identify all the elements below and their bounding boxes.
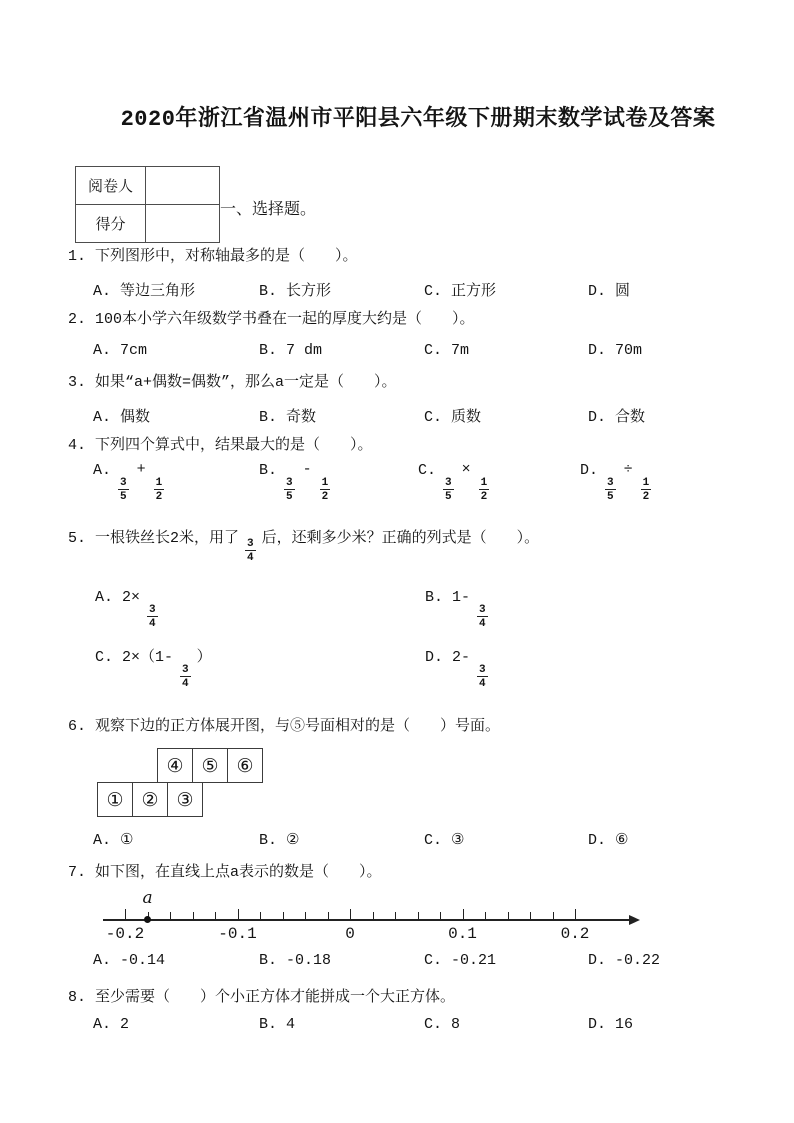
q1-option-c: C. 正方形 — [424, 283, 497, 300]
q2-option-d: D. 70m — [588, 342, 643, 359]
fraction-denominator: 5 — [445, 491, 452, 503]
option-label: B. — [259, 462, 278, 479]
q5-option-d — [425, 649, 488, 689]
q4-option-a — [93, 462, 164, 502]
question-5-options-row2 — [0, 649, 794, 697]
fraction — [284, 478, 295, 502]
q5-option-a — [95, 589, 158, 629]
fraction-denominator: 4 — [182, 678, 189, 690]
fraction — [477, 605, 488, 629]
fraction-denominator: 2 — [321, 491, 329, 503]
q6-option-d: D. ⑥ — [588, 832, 629, 849]
q5-option-c — [95, 649, 212, 689]
question-7-options — [0, 952, 794, 974]
number-line-tick — [373, 912, 374, 920]
question-4-text: 4. 下列四个算式中，结果最大的是（ ）。 — [68, 437, 373, 454]
number-line — [0, 880, 794, 955]
net-cell-1: ① — [97, 782, 133, 817]
fraction-denominator: 5 — [286, 491, 293, 503]
question-4-options — [0, 462, 794, 510]
q6-option-a: A. ① — [93, 832, 134, 849]
question-3-options — [0, 405, 794, 427]
q4-option-b — [259, 462, 330, 502]
fraction-numerator: 3 — [479, 664, 486, 676]
number-line-axis — [103, 919, 635, 921]
fraction — [154, 478, 165, 502]
number-line-tick — [238, 909, 239, 920]
question-8-text: 8. 至少需要（ ）个小正方体才能拼成一个大正方体。 — [68, 989, 456, 1006]
fraction — [245, 539, 256, 563]
q2-option-c: C. 7m — [424, 342, 470, 359]
number-line-tick — [553, 912, 554, 920]
number-line-tick — [485, 912, 486, 920]
q1-option-a: A. 等边三角形 — [93, 283, 196, 300]
q5-text-before: 5. 一根铁丝长2米，用了 — [68, 530, 240, 547]
q3-option-b: B. 奇数 — [259, 409, 317, 426]
q4-option-c — [418, 462, 489, 502]
number-line-point-label: a — [142, 888, 153, 908]
q6-option-b: B. ② — [259, 832, 300, 849]
closing-paren: ） — [196, 649, 212, 666]
net-cell-5: ⑤ — [192, 748, 228, 783]
fraction-denominator: 2 — [642, 491, 650, 503]
question-8-options — [0, 1016, 794, 1038]
fraction — [479, 478, 490, 502]
fraction — [118, 478, 129, 502]
fraction-denominator: 4 — [247, 552, 254, 564]
number-line-tick-label: 0 — [345, 925, 355, 943]
number-line-arrow-icon — [629, 915, 640, 925]
q7-option-c: C. -0.21 — [424, 952, 497, 969]
grader-blank-cell — [146, 167, 220, 205]
question-2-text: 2. 100本小学六年级数学书叠在一起的厚度大约是（ ）。 — [68, 311, 475, 328]
number-line-tick — [463, 909, 464, 920]
grader-row — [76, 167, 220, 205]
number-line-tick — [125, 909, 126, 920]
number-line-tick-label: 0.2 — [560, 925, 590, 943]
question-3-text: 3. 如果“a+偶数=偶数”，那么a一定是（ ）。 — [68, 374, 397, 391]
question-7-text: 7. 如下图，在直线上点a表示的数是（ ）。 — [68, 864, 382, 881]
fraction-numerator: 1 — [155, 477, 163, 489]
option-label: C. 2×（1- — [95, 649, 174, 666]
fraction-denominator: 5 — [607, 491, 614, 503]
q7-option-b: B. -0.18 — [259, 952, 332, 969]
option-label: D. — [580, 462, 599, 479]
fraction-numerator: 3 — [120, 477, 127, 489]
fraction — [180, 665, 191, 689]
q3-option-d: D. 合数 — [588, 409, 646, 426]
fraction-numerator: 1 — [321, 477, 329, 489]
fraction-numerator: 1 — [642, 477, 650, 489]
fraction-denominator: 4 — [479, 618, 486, 630]
fraction-denominator: 2 — [155, 491, 163, 503]
number-line-point — [144, 916, 151, 923]
q2-option-a: A. 7cm — [93, 342, 148, 359]
fraction — [147, 605, 158, 629]
fraction — [477, 665, 488, 689]
fraction-denominator: 2 — [480, 491, 488, 503]
fraction-numerator: 3 — [182, 664, 189, 676]
number-line-tick — [305, 912, 306, 920]
fraction-numerator: 3 — [286, 477, 293, 489]
number-line-tick — [530, 912, 531, 920]
fraction-numerator: 3 — [479, 604, 486, 616]
question-5-text — [68, 529, 539, 563]
fraction-denominator: 4 — [479, 678, 486, 690]
net-cell-6: ⑥ — [227, 748, 263, 783]
divide-operator: ÷ — [623, 461, 633, 478]
fraction-denominator: 5 — [120, 491, 127, 503]
fraction-numerator: 3 — [247, 538, 254, 550]
net-cell-4: ④ — [157, 748, 193, 783]
page-title: 2020年浙江省温州市平阳县六年级下册期末数学试卷及答案 — [120, 107, 716, 132]
number-line-tick — [418, 912, 419, 920]
question-6-text: 6. 观察下边的正方体展开图，与⑤号面相对的是（ ）号面。 — [68, 718, 501, 735]
number-line-tick — [508, 912, 509, 920]
option-label: D. 2- — [425, 649, 471, 666]
option-label: A. — [93, 462, 112, 479]
question-1-options — [0, 279, 794, 301]
number-line-tick-label: -0.1 — [218, 925, 257, 943]
grader-label-cell: 阅卷人 — [76, 167, 146, 205]
fraction-numerator: 1 — [480, 477, 488, 489]
number-line-tick — [193, 912, 194, 920]
number-line-tick — [215, 912, 216, 920]
q8-option-d: D. 16 — [588, 1016, 634, 1033]
number-line-tick — [328, 912, 329, 920]
number-line-tick — [395, 912, 396, 920]
q5-text-after: 后，还剩多少米？正确的列式是（ ）。 — [261, 530, 540, 547]
number-line-tick — [283, 912, 284, 920]
fraction — [605, 478, 616, 502]
q4-option-d — [580, 462, 651, 502]
q8-option-a: A. 2 — [93, 1016, 130, 1033]
score-label-cell: 得分 — [76, 205, 146, 243]
option-label: C. — [418, 462, 437, 479]
multiply-operator: × — [461, 461, 471, 478]
section-heading: 一、选择题。 — [220, 201, 317, 219]
fraction-numerator: 3 — [607, 477, 614, 489]
number-line-tick — [350, 909, 351, 920]
q7-option-a: A. -0.14 — [93, 952, 166, 969]
q5-option-b — [425, 589, 488, 629]
question-1-text: 1. 下列图形中，对称轴最多的是（ ）。 — [68, 248, 358, 265]
fraction-numerator: 3 — [149, 604, 156, 616]
question-5-options-row1 — [0, 589, 794, 637]
grader-score-table — [75, 166, 220, 243]
q7-option-d: D. -0.22 — [588, 952, 661, 969]
number-line-tick — [440, 912, 441, 920]
q8-option-c: C. 8 — [424, 1016, 461, 1033]
number-line-tick — [575, 909, 576, 920]
score-row — [76, 205, 220, 243]
fraction — [320, 478, 331, 502]
q2-option-b: B. 7 dm — [259, 342, 323, 359]
q1-option-b: B. 长方形 — [259, 283, 332, 300]
fraction-denominator: 4 — [149, 618, 156, 630]
fraction-numerator: 3 — [445, 477, 452, 489]
option-label: A. 2× — [95, 589, 141, 606]
q6-option-c: C. ③ — [424, 832, 465, 849]
minus-operator: - — [302, 461, 312, 478]
number-line-tick-label: -0.2 — [105, 925, 145, 943]
question-6-options — [0, 830, 794, 852]
number-line-tick-label: 0.1 — [448, 925, 477, 943]
number-line-tick — [260, 912, 261, 920]
q3-option-a: A. 偶数 — [93, 409, 151, 426]
q8-option-b: B. 4 — [259, 1016, 296, 1033]
q3-option-c: C. 质数 — [424, 409, 482, 426]
number-line-tick — [170, 912, 171, 920]
q1-option-d: D. 圆 — [588, 283, 631, 300]
option-label: B. 1- — [425, 589, 471, 606]
net-cell-3: ③ — [167, 782, 203, 817]
fraction — [641, 478, 652, 502]
net-cell-2: ② — [132, 782, 168, 817]
fraction — [443, 478, 454, 502]
question-2-options — [0, 342, 794, 364]
score-blank-cell — [146, 205, 220, 243]
plus-operator: + — [136, 461, 146, 478]
